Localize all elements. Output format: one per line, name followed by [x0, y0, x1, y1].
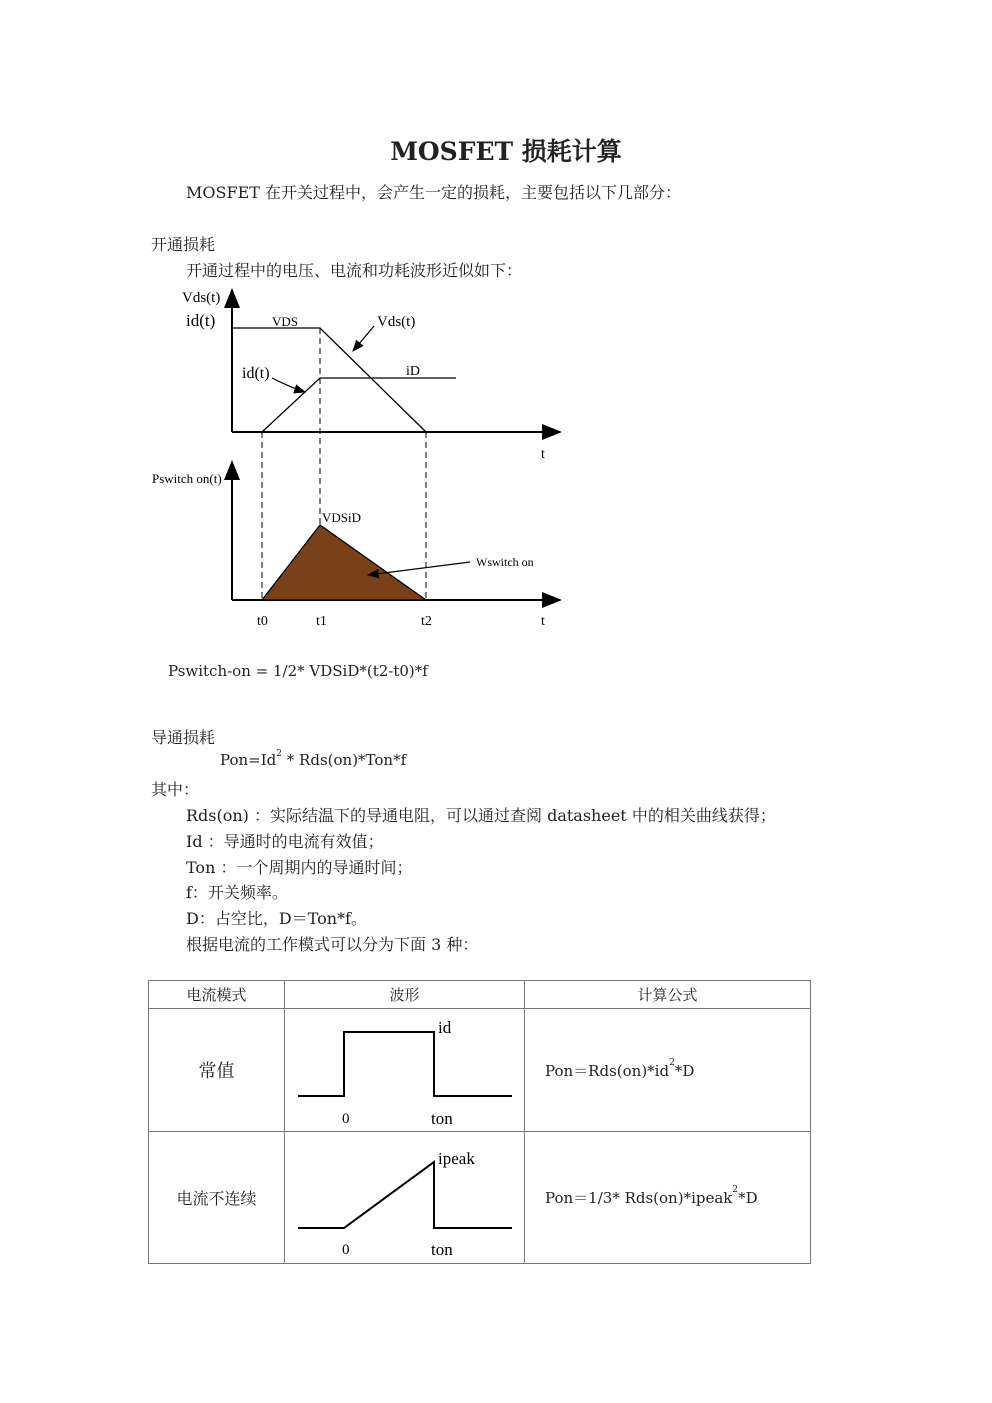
definition-ton: Ton ：一个周期内的导通时间； [186, 858, 413, 877]
mode-constant: 常值 [149, 1009, 285, 1132]
id-curve-label: id(t) [242, 365, 270, 382]
table-row [149, 1132, 811, 1264]
where-label: 其中： [151, 780, 200, 799]
vds-pointer-arrow [353, 326, 374, 351]
section-heading-conduction-loss: 导通损耗 [151, 728, 216, 747]
energy-label: Wswitch on [476, 555, 534, 569]
peak-power-label: VDSiD [322, 510, 362, 525]
constant-current-waveform [286, 1010, 524, 1130]
formula-discontinuous: Pon＝1/3* Rds(on)*ipeak$^2$*D [525, 1132, 811, 1264]
modes-intro: 根据电流的工作模式可以分为下面 3 种： [186, 935, 479, 954]
t2-label: t2 [421, 614, 432, 629]
section-heading-turn-on-loss: 开通损耗 [151, 235, 216, 254]
t1-label: t1 [316, 614, 327, 629]
switch-on-formula: Pswitch-on = 1/2* VDSiD*(t2-t0)*f [168, 662, 428, 680]
discontinuous-current-waveform [286, 1134, 524, 1262]
intro-paragraph: MOSFET 在开关过程中，会产生一定的损耗，主要包括以下几部分： [186, 183, 682, 202]
header-current-mode: 电流模式 [149, 981, 285, 1009]
power-axis-label: Pswitch on(t) [152, 471, 222, 486]
definition-d: D：占空比，D＝Ton*f。 [186, 909, 367, 928]
id-level-label: iD [406, 364, 420, 379]
definition-id: Id ：导通时的电流有效值； [186, 832, 384, 851]
switching-energy-triangle [262, 525, 426, 600]
svg-text:ton: ton [430, 1109, 453, 1128]
table-header-row [149, 981, 811, 1009]
svg-text:0: 0 [341, 1241, 349, 1258]
mode-discontinuous: 电流不连续 [149, 1132, 285, 1264]
vds-level-label: VDS [272, 314, 299, 329]
svg-text:0: 0 [341, 1111, 349, 1127]
svg-text:ton: ton [430, 1239, 453, 1259]
id-pointer-arrow [272, 378, 305, 392]
id-axis-label: id(t) [186, 311, 216, 330]
formula-constant: $Pon=Rds(on)*id^2*D$ [525, 1009, 811, 1132]
t0-label: t0 [257, 614, 268, 629]
header-formula: 计算公式 [525, 981, 811, 1009]
lower-t-axis-label: t [541, 614, 545, 629]
upper-t-axis-label: t [541, 447, 545, 462]
current-mode-table [148, 980, 811, 1264]
waveform-constant [285, 1009, 525, 1132]
waveform-description: 开通过程中的电压、电流和功耗波形近似如下： [186, 261, 523, 280]
svg-text:ipeak: ipeak [437, 1148, 475, 1168]
document-title: MOSFET 损耗计算 [390, 137, 622, 166]
turn-on-waveform-diagram [0, 0, 992, 700]
conduction-formula: $Pon=Id^2 * Rds(on)*Ton*f$ [220, 749, 407, 769]
waveform-discontinuous [285, 1132, 525, 1264]
energy-pointer-arrow [368, 562, 470, 575]
vds-curve-label: Vds(t) [377, 314, 416, 330]
svg-text:id: id [437, 1018, 451, 1037]
definition-rds: Rds(on) ：实际结温下的导通电阻，可以通过查阅 datasheet 中的相关曲线获得； [186, 806, 776, 825]
table-row [149, 1009, 811, 1132]
id-waveform [262, 378, 456, 432]
header-waveform: 波形 [285, 981, 525, 1009]
definition-f: f：开关频率。 [186, 883, 288, 902]
vds-axis-label: Vds(t) [182, 290, 221, 306]
